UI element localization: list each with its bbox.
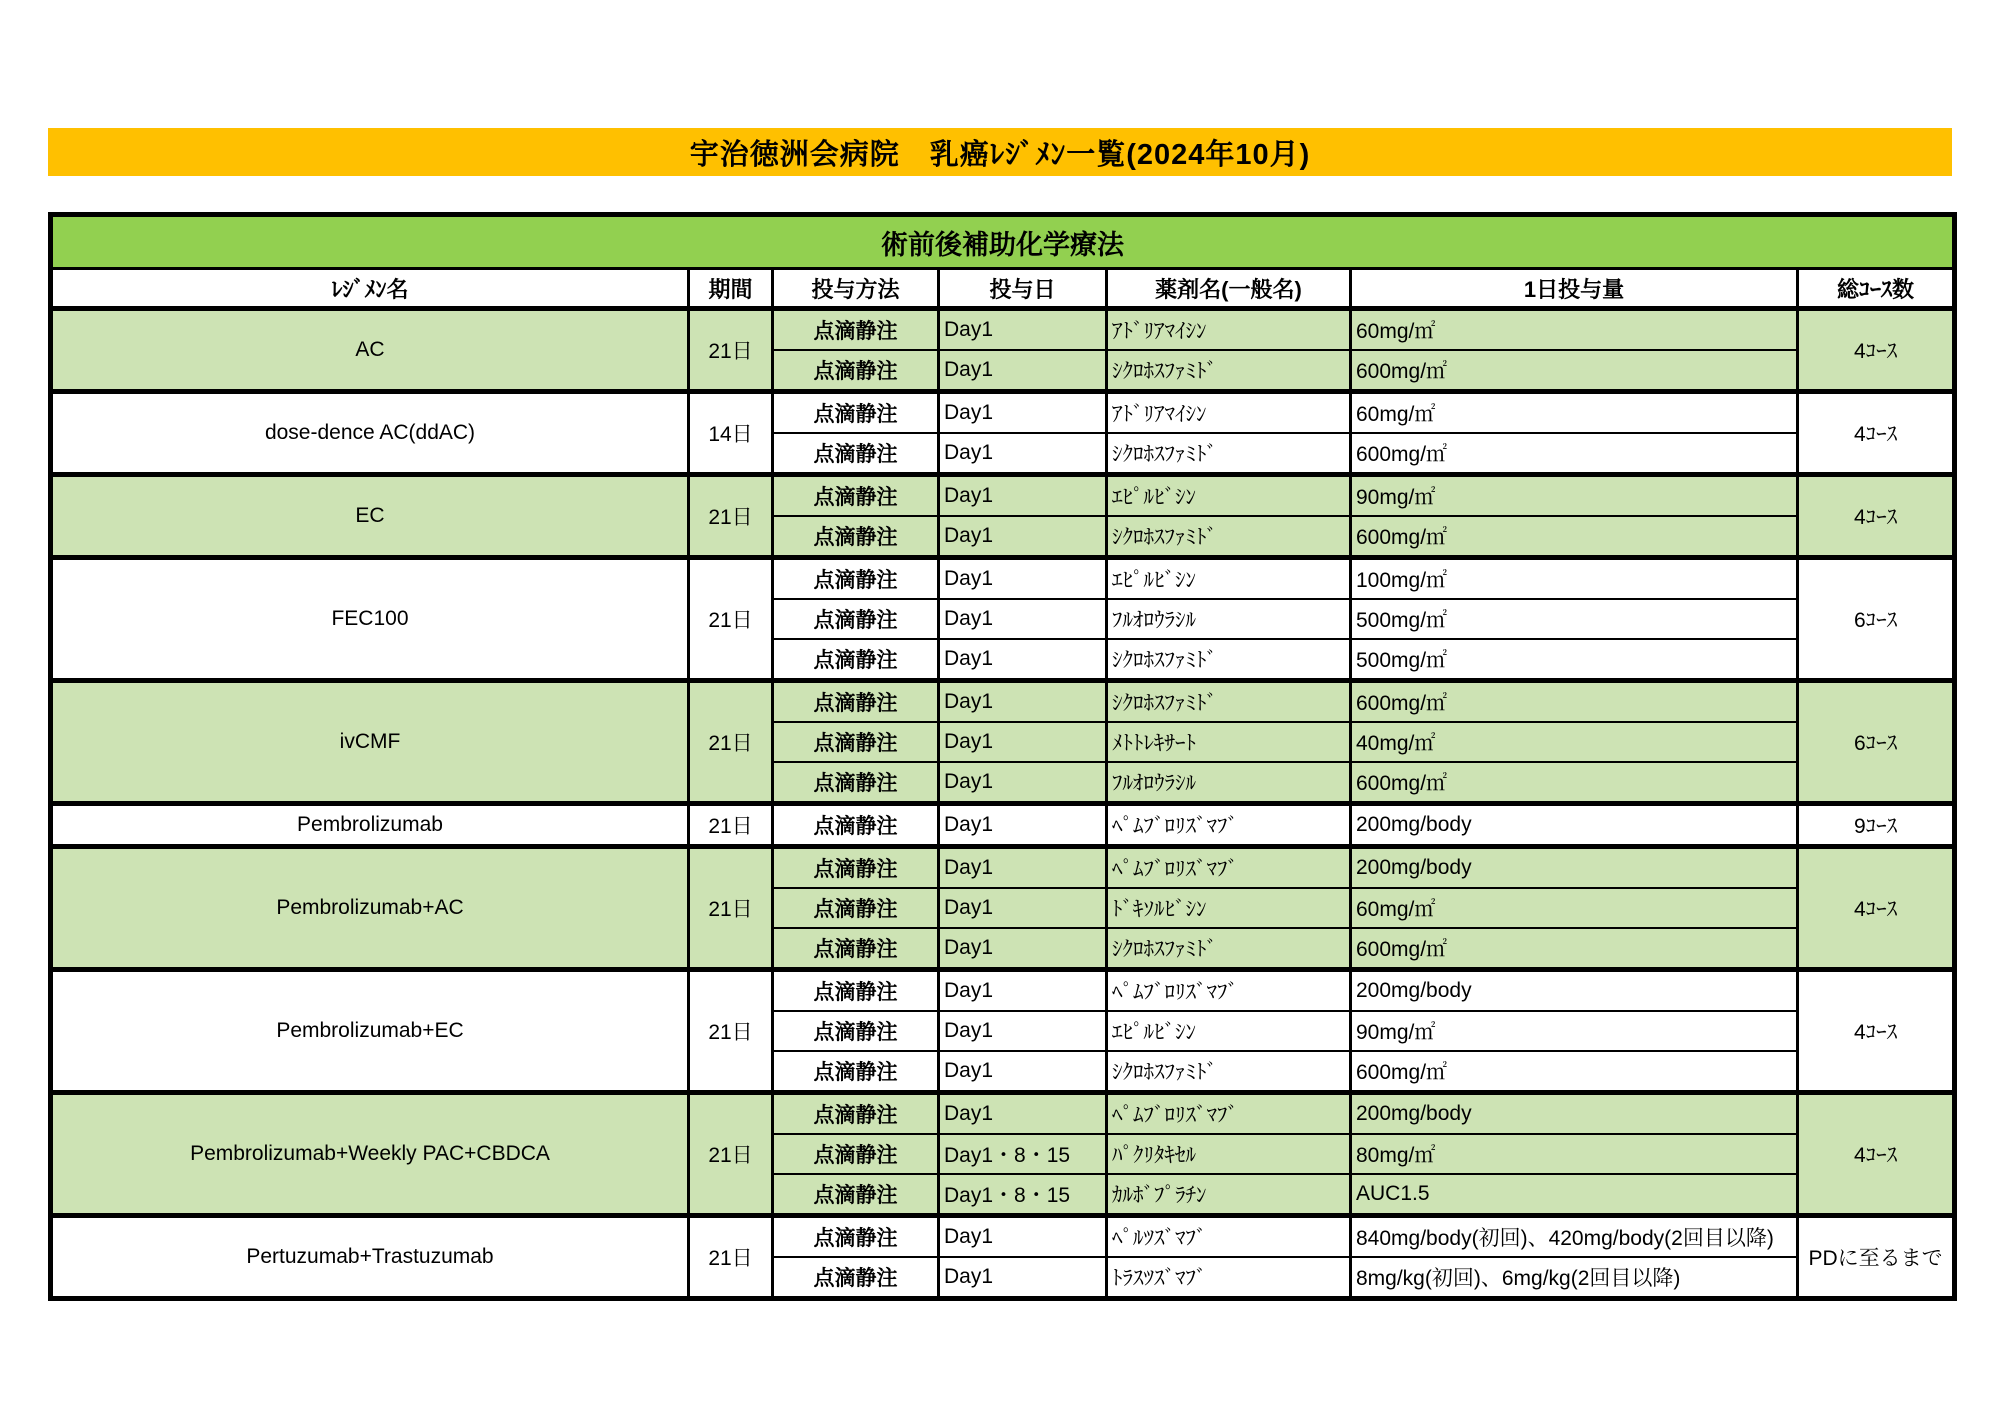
day-cell: Day1 [939, 309, 1107, 351]
col-header-total-courses: 総ｺｰｽ数 [1798, 269, 1955, 309]
day-cell: Day1 [939, 1011, 1107, 1051]
regimen-drug-row [51, 392, 1955, 434]
drug-name-cell: ｼｸﾛﾎｽﾌｧﾐﾄﾞ [1107, 681, 1351, 723]
total-courses-cell: 9ｺｰｽ [1798, 804, 1955, 847]
day-cell: Day1 [939, 475, 1107, 517]
period-cell: 21日 [689, 309, 773, 392]
dose-cell: 100mg/㎡ [1351, 558, 1798, 600]
period-cell: 21日 [689, 1093, 773, 1216]
col-header-daily-dose: 1日投与量 [1351, 269, 1798, 309]
regimen-name-cell: Pembrolizumab+AC [51, 847, 689, 970]
regimen-drug-row [51, 847, 1955, 889]
period-cell: 21日 [689, 1216, 773, 1299]
dose-cell: 60mg/㎡ [1351, 392, 1798, 434]
day-cell: Day1・8・15 [939, 1134, 1107, 1174]
total-courses-cell: PDに至るまで [1798, 1216, 1955, 1299]
dose-cell: 500mg/㎡ [1351, 639, 1798, 681]
regimen-drug-row [51, 1093, 1955, 1135]
drug-name-cell: ｼｸﾛﾎｽﾌｧﾐﾄﾞ [1107, 516, 1351, 558]
dose-cell: 500mg/㎡ [1351, 599, 1798, 639]
method-cell: 点滴静注 [773, 558, 939, 600]
dose-cell: 60mg/㎡ [1351, 888, 1798, 928]
method-cell: 点滴静注 [773, 516, 939, 558]
day-cell: Day1 [939, 1051, 1107, 1093]
total-courses-cell: 4ｺｰｽ [1798, 309, 1955, 392]
day-cell: Day1 [939, 350, 1107, 392]
dose-cell: 600mg/㎡ [1351, 681, 1798, 723]
drug-name-cell: ﾌﾙｵﾛｳﾗｼﾙ [1107, 762, 1351, 804]
drug-name-cell: ｼｸﾛﾎｽﾌｧﾐﾄﾞ [1107, 928, 1351, 970]
method-cell: 点滴静注 [773, 681, 939, 723]
col-header-regimen-name: ﾚｼﾞﾒﾝ名 [51, 269, 689, 309]
total-courses-cell: 4ｺｰｽ [1798, 970, 1955, 1093]
method-cell: 点滴静注 [773, 1051, 939, 1093]
col-header-period: 期間 [689, 269, 773, 309]
regimen-name-cell: Pembrolizumab+Weekly PAC+CBDCA [51, 1093, 689, 1216]
dose-cell: 600mg/㎡ [1351, 1051, 1798, 1093]
drug-name-cell: ﾄﾗｽﾂｽﾞﾏﾌﾞ [1107, 1257, 1351, 1299]
period-cell: 21日 [689, 681, 773, 804]
dose-cell: 40mg/㎡ [1351, 722, 1798, 762]
method-cell: 点滴静注 [773, 1134, 939, 1174]
regimen-name-cell: AC [51, 309, 689, 392]
period-cell: 21日 [689, 804, 773, 847]
day-cell: Day1 [939, 516, 1107, 558]
drug-name-cell: ﾍﾟﾑﾌﾞﾛﾘｽﾞﾏﾌﾞ [1107, 847, 1351, 889]
drug-name-cell: ﾍﾟﾑﾌﾞﾛﾘｽﾞﾏﾌﾞ [1107, 970, 1351, 1012]
total-courses-cell: 4ｺｰｽ [1798, 847, 1955, 970]
method-cell: 点滴静注 [773, 888, 939, 928]
method-cell: 点滴静注 [773, 309, 939, 351]
day-cell: Day1 [939, 1216, 1107, 1258]
drug-name-cell: ｴﾋﾟﾙﾋﾞｼﾝ [1107, 1011, 1351, 1051]
dose-cell: 600mg/㎡ [1351, 350, 1798, 392]
dose-cell: 90mg/㎡ [1351, 1011, 1798, 1051]
regimen-drug-row [51, 558, 1955, 600]
dose-cell: 600mg/㎡ [1351, 433, 1798, 475]
drug-name-cell: ﾍﾟﾑﾌﾞﾛﾘｽﾞﾏﾌﾞ [1107, 804, 1351, 847]
dose-cell: 80mg/㎡ [1351, 1134, 1798, 1174]
dose-cell: 200mg/body [1351, 1093, 1798, 1135]
method-cell: 点滴静注 [773, 1216, 939, 1258]
day-cell: Day1・8・15 [939, 1174, 1107, 1216]
period-cell: 21日 [689, 475, 773, 558]
day-cell: Day1 [939, 1093, 1107, 1135]
dose-cell: 200mg/body [1351, 970, 1798, 1012]
day-cell: Day1 [939, 392, 1107, 434]
regimen-name-cell: Pembrolizumab [51, 804, 689, 847]
dose-cell: 200mg/body [1351, 804, 1798, 847]
period-cell: 21日 [689, 847, 773, 970]
method-cell: 点滴静注 [773, 392, 939, 434]
dose-cell: 600mg/㎡ [1351, 516, 1798, 558]
method-cell: 点滴静注 [773, 762, 939, 804]
method-cell: 点滴静注 [773, 639, 939, 681]
regimen-table [48, 212, 1957, 1301]
method-cell: 点滴静注 [773, 475, 939, 517]
section-header: 術前後補助化学療法 [51, 215, 1955, 269]
day-cell: Day1 [939, 888, 1107, 928]
period-cell: 14日 [689, 392, 773, 475]
day-cell: Day1 [939, 558, 1107, 600]
regimen-rows [51, 309, 1955, 1299]
regimen-drug-row [51, 1216, 1955, 1258]
regimen-drug-row [51, 970, 1955, 1012]
total-courses-cell: 6ｺｰｽ [1798, 558, 1955, 681]
section-header-row [51, 215, 1955, 269]
dose-cell: 90mg/㎡ [1351, 475, 1798, 517]
dose-cell: 840mg/body(初回)、420mg/body(2回目以降) [1351, 1216, 1798, 1258]
regimen-drug-row [51, 309, 1955, 351]
drug-name-cell: ﾍﾟﾑﾌﾞﾛﾘｽﾞﾏﾌﾞ [1107, 1093, 1351, 1135]
day-cell: Day1 [939, 433, 1107, 475]
drug-name-cell: ｱﾄﾞﾘｱﾏｲｼﾝ [1107, 309, 1351, 351]
method-cell: 点滴静注 [773, 350, 939, 392]
day-cell: Day1 [939, 970, 1107, 1012]
regimen-drug-row [51, 681, 1955, 723]
day-cell: Day1 [939, 639, 1107, 681]
dose-cell: 60mg/㎡ [1351, 309, 1798, 351]
method-cell: 点滴静注 [773, 970, 939, 1012]
regimen-name-cell: Pembrolizumab+EC [51, 970, 689, 1093]
method-cell: 点滴静注 [773, 1174, 939, 1216]
period-cell: 21日 [689, 970, 773, 1093]
regimen-name-cell: EC [51, 475, 689, 558]
method-cell: 点滴静注 [773, 804, 939, 847]
dose-cell: 600mg/㎡ [1351, 928, 1798, 970]
total-courses-cell: 4ｺｰｽ [1798, 392, 1955, 475]
total-courses-cell: 4ｺｰｽ [1798, 1093, 1955, 1216]
regimen-table-container [48, 212, 1952, 1301]
method-cell: 点滴静注 [773, 928, 939, 970]
day-cell: Day1 [939, 847, 1107, 889]
dose-cell: 8mg/kg(初回)、6mg/kg(2回目以降) [1351, 1257, 1798, 1299]
regimen-name-cell: dose-dence AC(ddAC) [51, 392, 689, 475]
day-cell: Day1 [939, 762, 1107, 804]
drug-name-cell: ﾍﾟﾙﾂｽﾞﾏﾌﾞ [1107, 1216, 1351, 1258]
day-cell: Day1 [939, 681, 1107, 723]
day-cell: Day1 [939, 804, 1107, 847]
method-cell: 点滴静注 [773, 847, 939, 889]
dose-cell: AUC1.5 [1351, 1174, 1798, 1216]
total-courses-cell: 4ｺｰｽ [1798, 475, 1955, 558]
method-cell: 点滴静注 [773, 1257, 939, 1299]
drug-name-cell: ｼｸﾛﾎｽﾌｧﾐﾄﾞ [1107, 639, 1351, 681]
day-cell: Day1 [939, 599, 1107, 639]
drug-name-cell: ｱﾄﾞﾘｱﾏｲｼﾝ [1107, 392, 1351, 434]
dose-cell: 600mg/㎡ [1351, 762, 1798, 804]
regimen-name-cell: ivCMF [51, 681, 689, 804]
drug-name-cell: ｼｸﾛﾎｽﾌｧﾐﾄﾞ [1107, 350, 1351, 392]
drug-name-cell: ｼｸﾛﾎｽﾌｧﾐﾄﾞ [1107, 1051, 1351, 1093]
method-cell: 点滴静注 [773, 1011, 939, 1051]
regimen-drug-row [51, 475, 1955, 517]
method-cell: 点滴静注 [773, 722, 939, 762]
day-cell: Day1 [939, 722, 1107, 762]
drug-name-cell: ﾄﾞｷｿﾙﾋﾞｼﾝ [1107, 888, 1351, 928]
column-header-row [51, 269, 1955, 309]
dose-cell: 200mg/body [1351, 847, 1798, 889]
col-header-day: 投与日 [939, 269, 1107, 309]
day-cell: Day1 [939, 928, 1107, 970]
regimen-drug-row [51, 804, 1955, 847]
drug-name-cell: ｼｸﾛﾎｽﾌｧﾐﾄﾞ [1107, 433, 1351, 475]
method-cell: 点滴静注 [773, 433, 939, 475]
total-courses-cell: 6ｺｰｽ [1798, 681, 1955, 804]
regimen-name-cell: FEC100 [51, 558, 689, 681]
period-cell: 21日 [689, 558, 773, 681]
col-header-method: 投与方法 [773, 269, 939, 309]
day-cell: Day1 [939, 1257, 1107, 1299]
drug-name-cell: ｶﾙﾎﾞﾌﾟﾗﾁﾝ [1107, 1174, 1351, 1216]
method-cell: 点滴静注 [773, 599, 939, 639]
col-header-drug-name: 薬剤名(一般名) [1107, 269, 1351, 309]
drug-name-cell: ﾊﾟｸﾘﾀｷｾﾙ [1107, 1134, 1351, 1174]
drug-name-cell: ｴﾋﾟﾙﾋﾞｼﾝ [1107, 475, 1351, 517]
document-title: 宇治徳洲会病院 乳癌ﾚｼﾞﾒﾝ一覧(2024年10月) [48, 128, 1952, 176]
drug-name-cell: ﾒﾄﾄﾚｷｻｰﾄ [1107, 722, 1351, 762]
drug-name-cell: ｴﾋﾟﾙﾋﾞｼﾝ [1107, 558, 1351, 600]
method-cell: 点滴静注 [773, 1093, 939, 1135]
drug-name-cell: ﾌﾙｵﾛｳﾗｼﾙ [1107, 599, 1351, 639]
regimen-name-cell: Pertuzumab+Trastuzumab [51, 1216, 689, 1299]
